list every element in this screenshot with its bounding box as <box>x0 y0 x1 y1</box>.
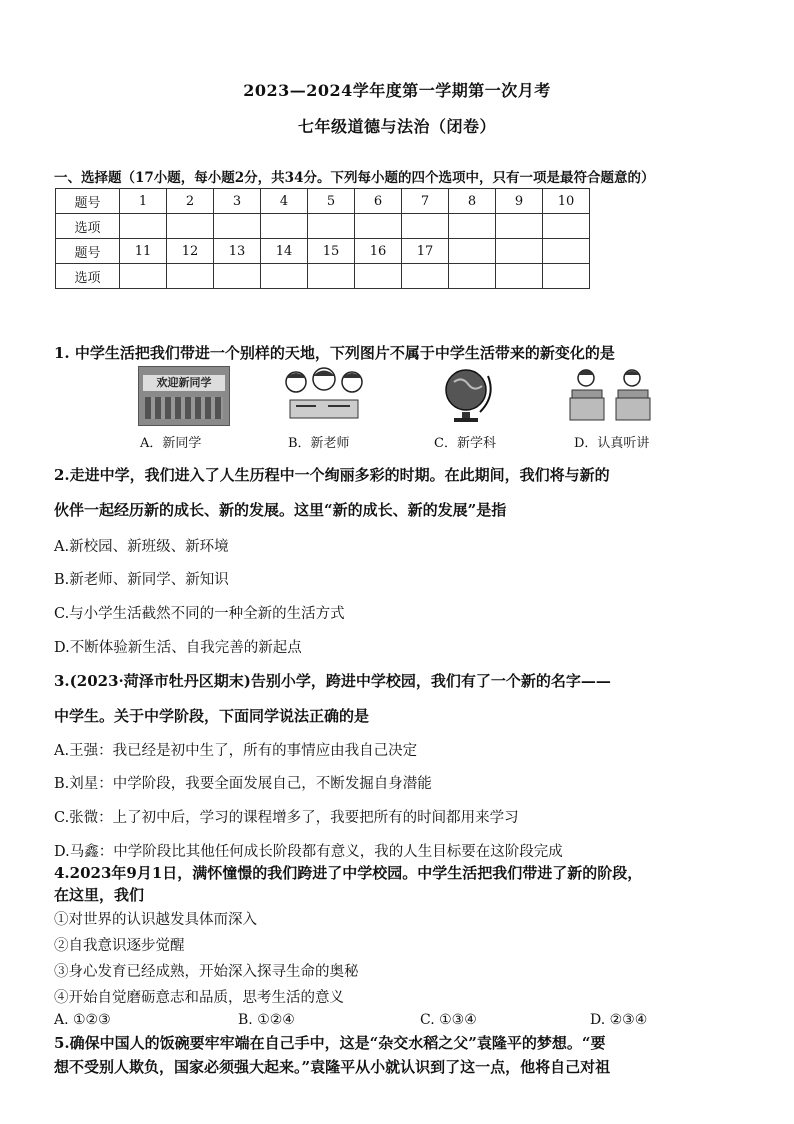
q2-stem-line2: 伙伴一起经历新的成长、新的发展。这里“新的成长、新的发展”是指 <box>54 501 507 519</box>
q5-stem-line2: 想不受别人欺负，国家必须强大起来。”袁隆平从小就认识到了这一点，他将自己对祖 <box>54 1058 611 1076</box>
exam-title: 2023—2024学年度第一学期第一次月考 <box>243 81 551 100</box>
q1-option-a[interactable]: A．新同学 <box>140 436 202 451</box>
answer-cell[interactable] <box>496 264 543 289</box>
answer-cell[interactable] <box>261 264 308 289</box>
answer-cell[interactable] <box>167 264 214 289</box>
table-cell: 题号 <box>56 239 120 264</box>
answer-cell[interactable] <box>308 214 355 239</box>
answer-cell[interactable] <box>402 214 449 239</box>
q4-choice-c[interactable]: C. ①③④ <box>420 1012 477 1028</box>
table-cell: 1 <box>120 189 167 214</box>
q3-stem-line2: 中学生。关于中学阶段，下面同学说法正确的是 <box>54 707 370 725</box>
q1-option-c[interactable]: C．新学科 <box>434 436 496 451</box>
table-cell: 16 <box>355 239 402 264</box>
answer-cell[interactable] <box>214 264 261 289</box>
section-heading: 一、选择题（17小题，每小题2分，共34分。下列每小题的四个选项中，只有一项是最符合题意的） <box>54 170 655 186</box>
table-cell: 9 <box>496 189 543 214</box>
answer-cell[interactable] <box>496 214 543 239</box>
table-row <box>56 189 590 214</box>
q4-choice-d[interactable]: D. ②③④ <box>590 1012 648 1028</box>
table-cell: 10 <box>543 189 590 214</box>
q4-choice-a[interactable]: A. ①②③ <box>54 1012 111 1028</box>
table-cell <box>496 239 543 264</box>
q2-option-c[interactable]: C.与小学生活截然不同的一种全新的生活方式 <box>54 606 345 622</box>
answer-cell[interactable] <box>355 264 402 289</box>
answer-cell[interactable] <box>543 214 590 239</box>
q3-option-c[interactable]: C.张微：上了初中后，学习的课程增多了，我要把所有的时间都用来学习 <box>54 810 519 826</box>
q3-stem-line1: 3.(2023·菏泽市牡丹区期末)告别小学，跨进中学校园，我们有了一个新的名字—— <box>54 672 611 690</box>
q2-option-a[interactable]: A.新校园、新班级、新环境 <box>54 539 229 555</box>
q1-option-d[interactable]: D．认真听讲 <box>574 436 650 451</box>
q3-option-b[interactable]: B.刘星：中学阶段，我要全面发展自己，不断发掘自身潜能 <box>54 776 432 792</box>
table-cell: 7 <box>402 189 449 214</box>
table-cell: 6 <box>355 189 402 214</box>
teacher-students-image <box>276 366 372 424</box>
table-cell: 13 <box>214 239 261 264</box>
answer-cell[interactable] <box>214 214 261 239</box>
q4-stem-line2: 在这里，我们 <box>54 886 145 904</box>
table-cell: 11 <box>120 239 167 264</box>
answer-cell[interactable] <box>355 214 402 239</box>
table-cell: 3 <box>214 189 261 214</box>
q4-item-2: ②自我意识逐步觉醒 <box>54 938 185 954</box>
q4-item-4: ④开始自觉磨砺意志和品质，思考生活的意义 <box>54 990 344 1006</box>
q4-stem-line1: 4.2023年9月1日，满怀憧憬的我们跨进了中学校园。中学生活把我们带进了新的阶段， <box>54 864 643 882</box>
q1-stem: 1. 中学生活把我们带进一个别样的天地，下列图片不属于中学生活带来的新变化的是 <box>54 344 615 362</box>
students-desk-image <box>562 366 658 424</box>
table-row <box>56 264 590 289</box>
answer-cell[interactable] <box>402 264 449 289</box>
q3-option-d[interactable]: D.马鑫：中学阶段比其他任何成长阶段都有意义，我的人生目标要在这阶段完成 <box>54 844 563 860</box>
table-cell: 14 <box>261 239 308 264</box>
table-cell: 15 <box>308 239 355 264</box>
q4-item-3: ③身心发育已经成熟，开始深入探寻生命的奥秘 <box>54 964 359 980</box>
table-cell: 2 <box>167 189 214 214</box>
q4-item-1: ①对世界的认识越发具体而深入 <box>54 912 257 928</box>
table-cell <box>449 239 496 264</box>
q2-option-b[interactable]: B.新老师、新同学、新知识 <box>54 572 229 588</box>
answer-cell[interactable] <box>261 214 308 239</box>
table-cell: 8 <box>449 189 496 214</box>
table-cell: 4 <box>261 189 308 214</box>
table-cell <box>543 239 590 264</box>
answer-cell[interactable] <box>449 264 496 289</box>
table-cell: 17 <box>402 239 449 264</box>
table-cell: 选项 <box>56 214 120 239</box>
q3-option-a[interactable]: A.王强：我已经是初中生了，所有的事情应由我自己决定 <box>54 743 418 759</box>
answer-cell[interactable] <box>120 214 167 239</box>
answer-cell[interactable] <box>543 264 590 289</box>
q5-stem-line1: 5.确保中国人的饭碗要牢牢端在自己手中，这是“杂交水稻之父”袁隆平的梦想。“要 <box>54 1034 606 1052</box>
q4-choice-b[interactable]: B. ①②④ <box>238 1012 295 1028</box>
table-row <box>56 239 590 264</box>
exam-subtitle: 七年级道德与法治（闭卷） <box>297 117 496 136</box>
table-cell: 12 <box>167 239 214 264</box>
table-cell: 题号 <box>56 189 120 214</box>
globe-image <box>436 366 498 424</box>
answer-cell[interactable] <box>449 214 496 239</box>
table-cell: 选项 <box>56 264 120 289</box>
answer-cell[interactable] <box>167 214 214 239</box>
welcome-banner-image <box>138 366 230 426</box>
banner-text: 欢迎新同学 <box>143 375 225 391</box>
q1-option-b[interactable]: B．新老师 <box>288 436 350 451</box>
q2-option-d[interactable]: D.不断体验新生活、自我完善的新起点 <box>54 640 302 656</box>
q2-stem-line1: 2.走进中学，我们进入了人生历程中一个绚丽多彩的时期。在此期间，我们将与新的 <box>54 466 610 484</box>
answer-table <box>55 188 590 289</box>
table-cell: 5 <box>308 189 355 214</box>
table-row <box>56 214 590 239</box>
answer-cell[interactable] <box>120 264 167 289</box>
answer-cell[interactable] <box>308 264 355 289</box>
